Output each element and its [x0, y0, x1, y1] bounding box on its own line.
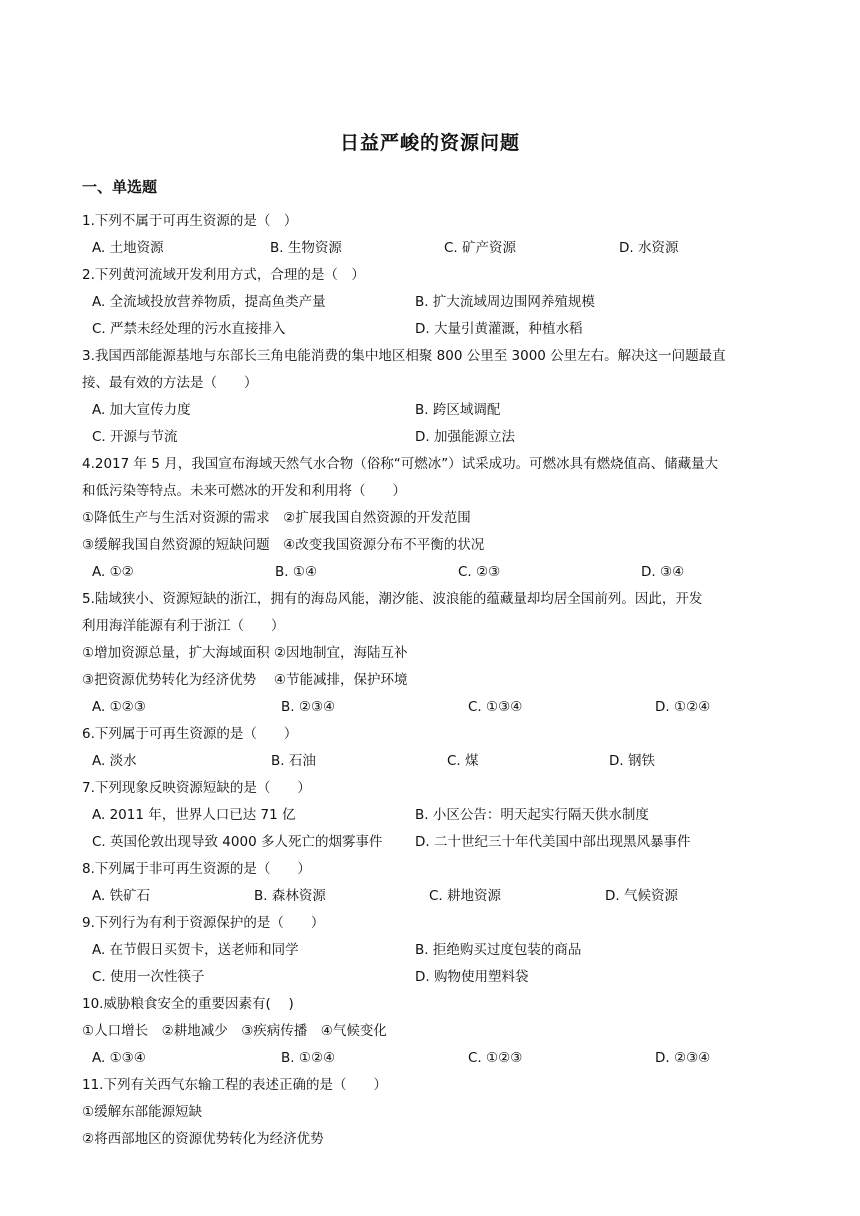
question-statement: ①人口增长 ②耕地减少 ③疾病传播 ④气候变化 — [82, 1023, 387, 1039]
page-title: 日益严峻的资源问题 — [339, 132, 520, 154]
question-stem: 6.下列属于可再生资源的是（ ） — [82, 726, 298, 742]
question-stem: 8.下列属于非可再生资源的是（ ） — [82, 861, 311, 877]
question-stem: 接、最有效的方法是（ ） — [82, 375, 258, 391]
answer-option[interactable]: C. 煤 — [447, 753, 479, 769]
answer-option[interactable]: A. ①②③ — [92, 699, 146, 715]
answer-option[interactable]: C. 矿产资源 — [444, 240, 517, 256]
answer-option[interactable]: B. ①②④ — [281, 1050, 336, 1066]
answer-option[interactable]: B. 扩大流域周边围网养殖规模 — [415, 294, 595, 310]
question-stem: 11.下列有关西气东输工程的表述正确的是（ ） — [82, 1077, 387, 1093]
question-stem: 10.威胁粮食安全的重要因素有( ) — [82, 996, 294, 1012]
answer-option[interactable]: D. ③④ — [641, 564, 685, 580]
question-statement: ②将西部地区的资源优势转化为经济优势 — [82, 1131, 324, 1147]
answer-option[interactable]: A. ①③④ — [92, 1050, 146, 1066]
question-statement: ①增加资源总量，扩大海域面积 ②因地制宜，海陆互补 — [82, 645, 408, 661]
question-stem: 5.陆域狭小、资源短缺的浙江，拥有的海岛风能，潮汐能、波浪能的蕴藏量却均居全国前列。因此，开发 — [82, 591, 703, 607]
question-stem: 9.下列行为有利于资源保护的是（ ） — [82, 915, 325, 931]
question-stem: 和低污染等特点。未来可燃冰的开发和利用将（ ） — [82, 483, 406, 499]
answer-option[interactable]: A. 在节假日买贺卡，送老师和同学 — [92, 942, 299, 958]
section-heading: 一、单选题 — [82, 178, 158, 196]
answer-option[interactable]: C. 开源与节流 — [92, 429, 178, 445]
answer-option[interactable]: A. ①② — [92, 564, 134, 580]
question-stem: 1.下列不属于可再生资源的是（ ） — [82, 213, 298, 229]
answer-option[interactable]: A. 铁矿石 — [92, 888, 151, 904]
answer-option[interactable]: D. 加强能源立法 — [415, 429, 515, 445]
question-stem: 3.我国西部能源基地与东部长三角电能消费的集中地区相聚 800 公里至 3000 公里左右。解决这一问题最直 — [82, 348, 726, 364]
answer-option[interactable]: D. ①②④ — [655, 699, 711, 715]
answer-option[interactable]: C. 英国伦敦出现导致 4000 多人死亡的烟雾事件 — [92, 834, 383, 850]
answer-option[interactable]: B. ①④ — [275, 564, 318, 580]
question-statement: ①缓解东部能源短缺 — [82, 1104, 203, 1120]
answer-option[interactable]: C. 耕地资源 — [429, 888, 502, 904]
answer-option[interactable]: C. 使用一次性筷子 — [92, 969, 205, 985]
answer-option[interactable]: A. 淡水 — [92, 753, 137, 769]
answer-option[interactable]: C. ②③ — [458, 564, 501, 580]
answer-option[interactable]: C. ①②③ — [468, 1050, 523, 1066]
answer-option[interactable]: C. ①③④ — [468, 699, 523, 715]
answer-option[interactable]: B. 森林资源 — [254, 888, 326, 904]
answer-option[interactable]: B. 跨区域调配 — [415, 402, 501, 418]
answer-option[interactable]: A. 加大宣传力度 — [92, 402, 191, 418]
question-stem: 7.下列现象反映资源短缺的是（ ） — [82, 780, 311, 796]
answer-option[interactable]: D. 购物使用塑料袋 — [415, 969, 529, 985]
question-stem: 4.2017 年 5 月，我国宣布海域天然气水合物（俗称“可燃冰”）试采成功。可燃冰具有燃烧值高、储藏量大 — [82, 456, 719, 472]
answer-option[interactable]: C. 严禁未经处理的污水直接排入 — [92, 321, 286, 337]
answer-option[interactable]: B. ②③④ — [281, 699, 336, 715]
answer-option[interactable]: A. 土地资源 — [92, 240, 164, 256]
question-statement: ③把资源优势转化为经济优势 ④节能减排，保护环境 — [82, 672, 408, 688]
answer-option[interactable]: D. ②③④ — [655, 1050, 711, 1066]
answer-option[interactable]: B. 拒绝购买过度包装的商品 — [415, 942, 582, 958]
question-statement: ①降低生产与生活对资源的需求 ②扩展我国自然资源的开发范围 — [82, 510, 471, 526]
answer-option[interactable]: D. 大量引黄灌溉，种植水稻 — [415, 321, 583, 337]
answer-option[interactable]: B. 石油 — [271, 753, 316, 769]
answer-option[interactable]: D. 二十世纪三十年代美国中部出现黑风暴事件 — [415, 834, 691, 850]
answer-option[interactable]: B. 生物资源 — [270, 240, 342, 256]
answer-option[interactable]: D. 水资源 — [619, 240, 679, 256]
answer-option[interactable]: A. 全流域投放营养物质，提高鱼类产量 — [92, 294, 326, 310]
question-stem: 2.下列黄河流域开发利用方式，合理的是（ ） — [82, 267, 365, 283]
answer-option[interactable]: B. 小区公告：明天起实行隔天供水制度 — [415, 807, 649, 823]
answer-option[interactable]: A. 2011 年，世界人口已达 71 亿 — [92, 807, 296, 823]
answer-option[interactable]: D. 钢铁 — [609, 753, 655, 769]
question-statement: ③缓解我国自然资源的短缺问题 ④改变我国资源分布不平衡的状况 — [82, 537, 485, 553]
answer-option[interactable]: D. 气候资源 — [605, 888, 678, 904]
question-stem: 利用海洋能源有利于浙江（ ） — [82, 618, 285, 634]
